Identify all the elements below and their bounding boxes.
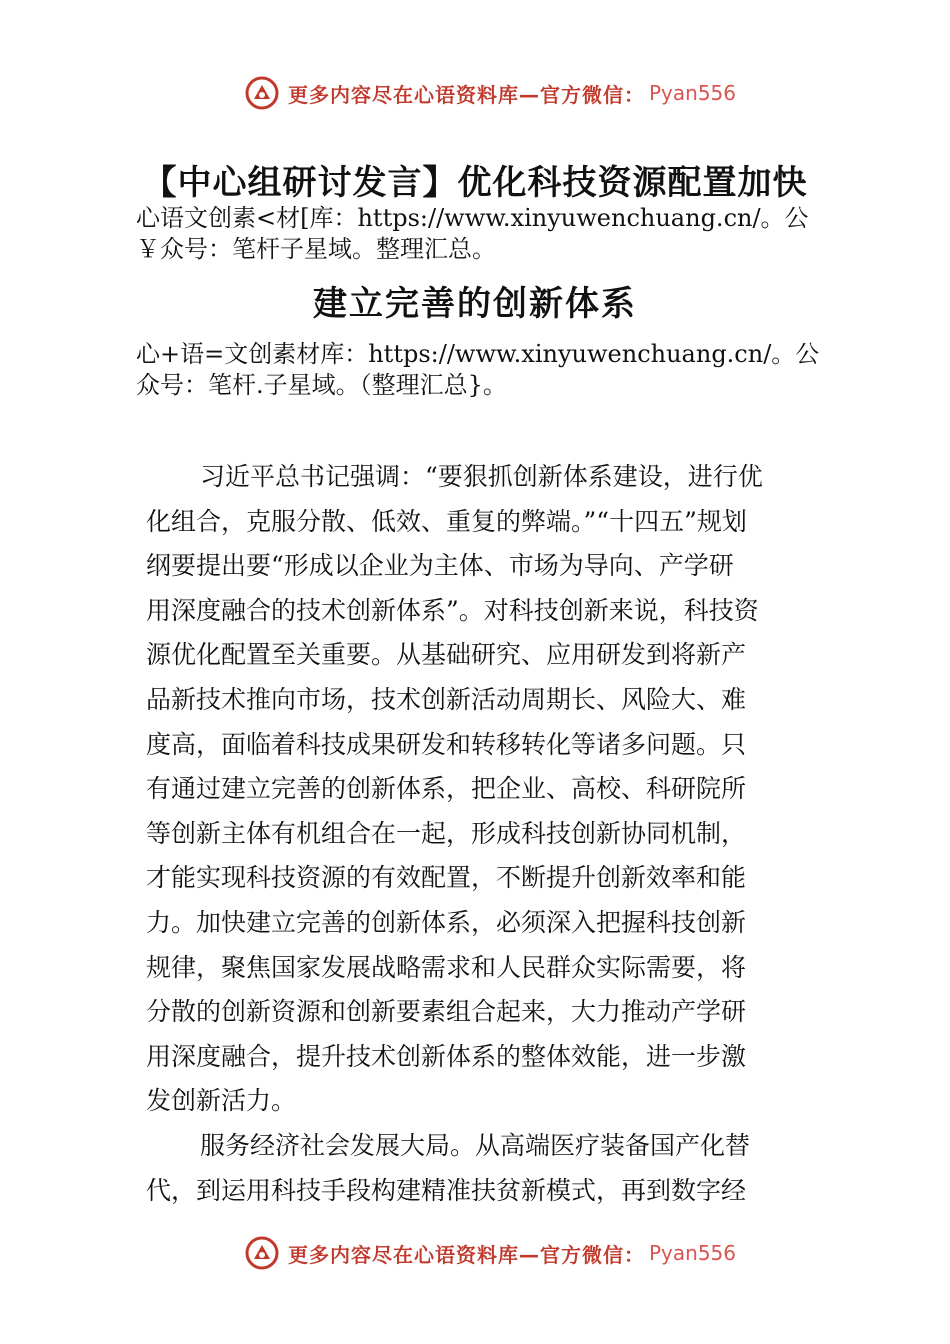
- document-subtitle: 建立完善的创新体系: [313, 284, 637, 324]
- body-line: 纲要提出要“形成以企业为主体、市场为导向、产学研: [146, 551, 734, 581]
- body-line: 源优化配置至关重要。从基础研究、应用研发到将新产: [146, 640, 747, 670]
- document-body: [146, 455, 836, 1213]
- body-line: 品新技术推向市场，技术创新活动周期长、风险大、难: [146, 684, 747, 714]
- seal-logo-icon: [244, 1235, 280, 1271]
- body-line: 度高，面临着科技成果研发和转移转化等诸多问题。只: [146, 729, 747, 759]
- promo-line: ￥众号：笔杆子星域。整理汇总。: [136, 235, 496, 263]
- header-banner: [0, 68, 950, 118]
- header-wechat-id: Pyan556: [649, 81, 737, 105]
- body-line: 用深度融合，提升技术创新体系的整体效能，进一步激: [146, 1041, 747, 1071]
- footer-banner-text: 更多内容尽在心语资料库—官方微信：: [288, 1242, 645, 1267]
- seal-logo-icon: [244, 75, 280, 111]
- promo-block-2: [136, 339, 836, 401]
- footer-wechat-id: Pyan556: [649, 1241, 737, 1265]
- body-line: 力。加快建立完善的创新体系，必须深入把握科技创新: [146, 907, 747, 937]
- promo-block-1: [136, 203, 836, 265]
- body-line: 用深度融合的技术创新体系”。对科技创新来说，科技资: [146, 595, 759, 625]
- body-line: 化组合，克服分散、低效、重复的弊端。”“十四五”规划: [146, 506, 747, 536]
- promo-line: 心语文创素<材[库：https://www.xinyuwenchuang.cn/。公: [136, 204, 809, 232]
- body-line: 等创新主体有机组合在一起，形成科技创新协同机制，: [146, 818, 747, 848]
- document-title: 【中心组研讨发言】优化科技资源配置加快: [142, 163, 808, 203]
- body-line: 规律，聚焦国家发展战略需求和人民群众实际需要，将: [146, 952, 747, 982]
- body-line: 才能实现科技资源的有效配置，不断提升创新效率和能: [146, 863, 747, 893]
- body-line: 分散的创新资源和创新要素组合起来，大力推动产学研: [146, 997, 747, 1027]
- footer-banner: [0, 1228, 950, 1278]
- promo-line: 心+语=文创素材库：https://www.xinyuwenchuang.cn/。公: [136, 340, 820, 368]
- body-line: 发创新活力。: [146, 1086, 297, 1116]
- body-line: 代，到运用科技手段构建精准扶贫新模式，再到数字经: [146, 1175, 747, 1205]
- body-line: 习近平总书记强调：“要狠抓创新体系建设，进行优: [200, 462, 763, 491]
- body-line: 有通过建立完善的创新体系，把企业、高校、科研院所: [146, 774, 747, 804]
- promo-line: 众号：笔杆.子星域。（整理汇总}。: [136, 371, 507, 399]
- body-line: 服务经济社会发展大局。从高端医疗装备国产化替: [200, 1130, 751, 1160]
- header-banner-text: 更多内容尽在心语资料库—官方微信：: [288, 82, 645, 107]
